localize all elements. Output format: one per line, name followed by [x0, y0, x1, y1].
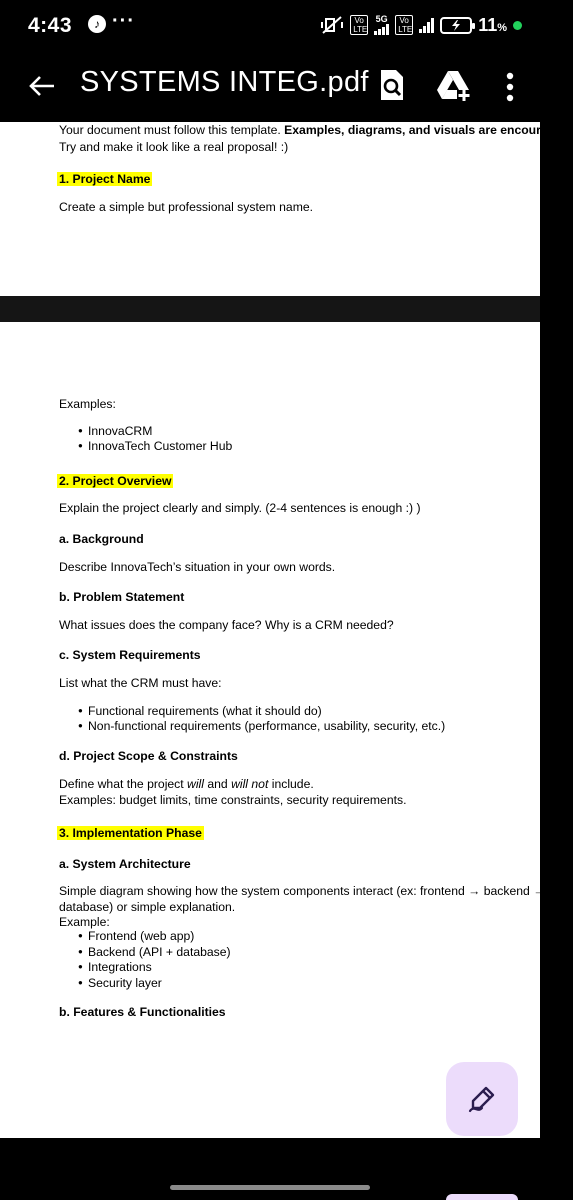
status-time: 4:43: [28, 14, 73, 37]
features-heading: b. Features & Functionalities: [59, 1005, 226, 1019]
home-indicator[interactable]: [170, 1185, 370, 1190]
architecture-item: ● Frontend (web app): [88, 928, 194, 944]
problem-statement-heading: b. Problem Statement: [59, 590, 185, 604]
battery-percent: 11%: [478, 14, 507, 35]
section-2-text: Explain the project clearly and simply. (2-4 sentences is enough :) ): [59, 501, 421, 515]
drive-add-icon[interactable]: [436, 68, 472, 102]
privacy-indicator-dot: [513, 21, 522, 30]
system-requirements-heading: c. System Requirements: [59, 648, 201, 662]
status-bar: [0, 0, 540, 50]
example-item: ● InnovaTech Customer Hub: [88, 438, 232, 454]
section-2-heading: 2. Project Overview: [59, 474, 172, 488]
architecture-item: ● Backend (API + database): [88, 944, 231, 960]
vibrate-mute-icon: [320, 15, 344, 35]
example-item: ● InnovaCRM: [88, 423, 152, 439]
volte-badge-2: Vo LTE: [395, 15, 413, 35]
requirement-item: ● Non-functional requirements (performance, usability, security, etc.): [88, 718, 445, 734]
architecture-item: ● Security layer: [88, 975, 162, 991]
page-separator: [0, 296, 540, 322]
scope-examples-text: Examples: budget limits, time constraints, security requirements.: [59, 793, 407, 807]
signal-strength-icon-1: [374, 24, 389, 35]
bottom-area: [0, 1138, 540, 1200]
requirement-item: ● Functional requirements (what it should do): [88, 703, 322, 719]
status-icons: [320, 14, 522, 36]
annotate-fab-button[interactable]: [446, 1062, 518, 1136]
architecture-example-label: Example:: [59, 915, 110, 929]
pdf-page-2: [0, 322, 546, 1138]
lens-search-icon[interactable]: [378, 68, 406, 102]
background-text: Describe InnovaTech’s situation in your own words.: [59, 560, 336, 574]
battery-charging-icon: [440, 17, 472, 34]
architecture-heading: a. System Architecture: [59, 857, 191, 871]
examples-label: Examples:: [59, 397, 116, 411]
network-type: 5G: [375, 14, 388, 24]
architecture-item: ● Integrations: [88, 959, 152, 975]
app-bar: [0, 50, 540, 122]
tiktok-notification-icon: ♪: [88, 15, 106, 33]
status-more-notifications: ···: [112, 10, 135, 32]
back-arrow-icon[interactable]: [24, 68, 60, 104]
architecture-text-1: Simple diagram showing how the system components interact (ex: frontend → backend →: [59, 884, 546, 898]
more-vert-icon[interactable]: [500, 70, 520, 104]
scope-heading: d. Project Scope & Constraints: [59, 749, 238, 763]
intro-line-2: Try and make it look like a real proposal! :): [59, 140, 289, 154]
system-requirements-text: List what the CRM must have:: [59, 676, 222, 690]
section-1-heading: 1. Project Name: [59, 172, 151, 186]
problem-statement-text: What issues does the company face? Why is a CRM needed?: [59, 618, 394, 632]
edit-annotate-icon: [467, 1084, 497, 1114]
intro-line-1: Your document must follow this template. Examples, diagrams, and visuals are encouraged!: [59, 123, 573, 137]
section-1-text: Create a simple but professional system name.: [59, 200, 314, 214]
scope-text: Define what the project will and will not include.: [59, 777, 314, 791]
section-3-heading: 3. Implementation Phase: [59, 826, 202, 840]
pdf-page-1: [0, 122, 573, 296]
architecture-text-2: database) or simple explanation.: [59, 900, 236, 914]
signal-strength-icon-2: [419, 17, 434, 33]
background-heading: a. Background: [59, 532, 144, 546]
fab-peek: [446, 1194, 518, 1200]
document-title: SYSTEMS INTEG.pdf: [80, 66, 369, 98]
volte-badge-1: Vo LTE: [350, 15, 368, 35]
